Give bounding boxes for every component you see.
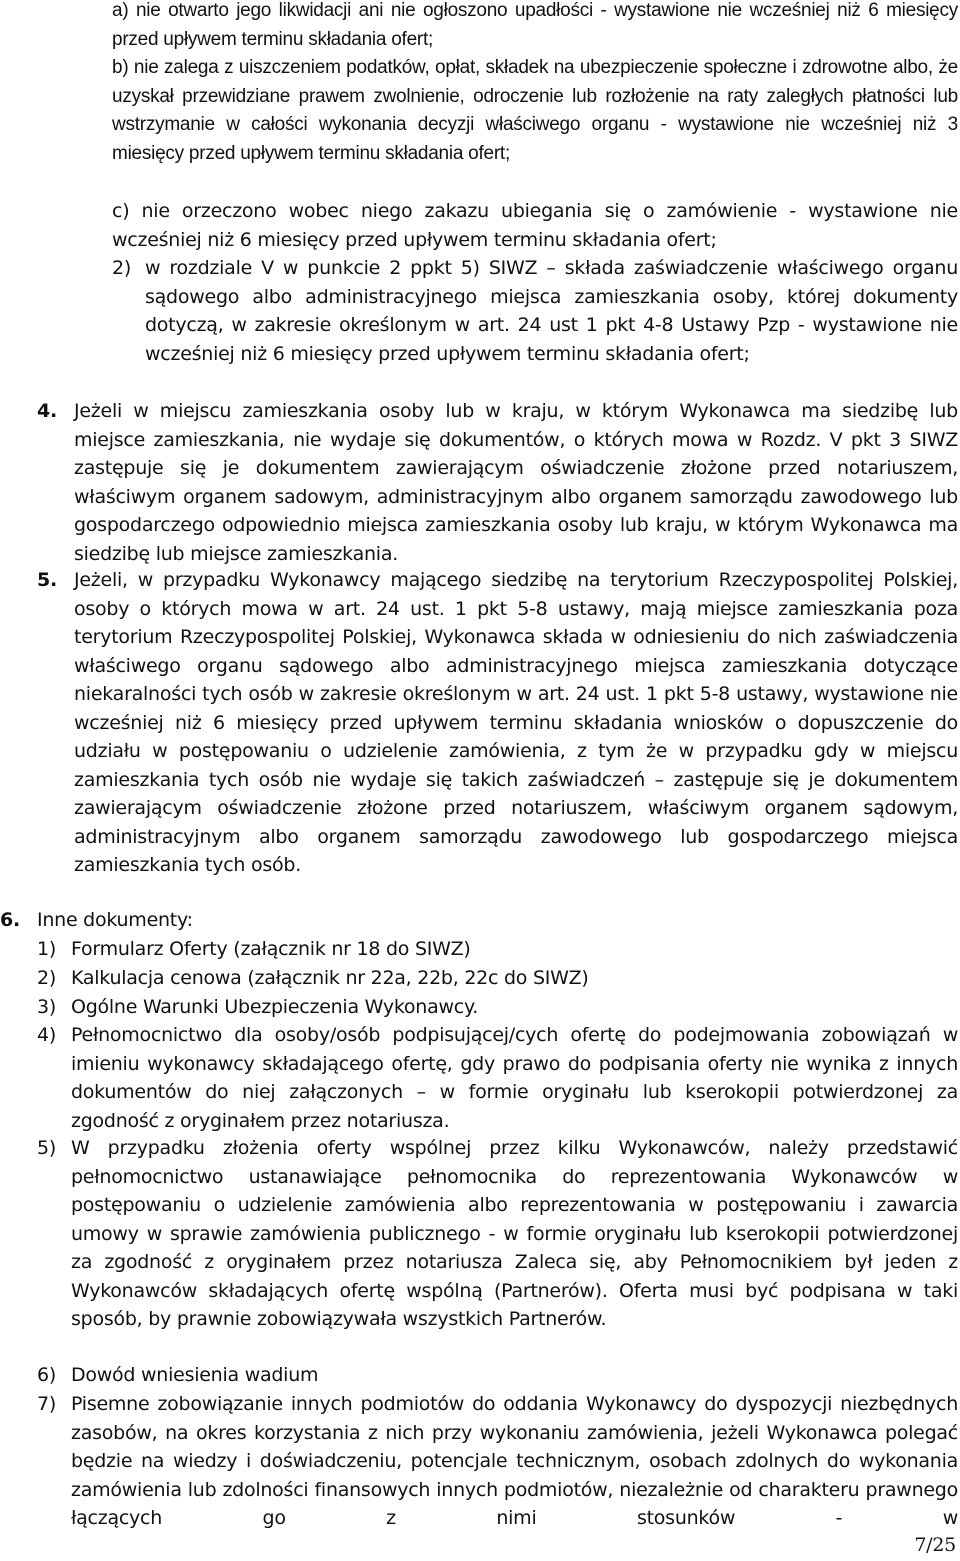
list-item-number: 7): [37, 1393, 57, 1415]
list6-item-6: [37, 1361, 958, 1390]
list-item-text: w rozdziale V w punkcie 2 ppkt 5) SIWZ – składa zaświadczenie właściwego organu sądowego albo administracyjnego miejsca zamieszkania osoby, której dokumenty dotyczą, w zakresie określonym w art. 24 ust 1 pkt 4-8 Ustawy Pzp - wystawione nie wcześniej niż 6 miesięcy przed upływem terminu składania ofert;: [145, 257, 958, 365]
list-item-number: 6): [37, 1364, 57, 1386]
list-item-number: 3): [37, 996, 57, 1018]
paragraph-text: Jeżeli, w przypadku Wykonawcy mającego siedzibę na terytorium Rzeczypospolitej Polskiej, osoby o których mowa w art. 24 ust. 1 pkt 5-8 ustawy, mają miejsce zamieszkania poza terytorium Rzeczypospolitej Polskiej, Wykonawca składa w odniesieniu do nich zaświadczenia właściwego organu sądowego albo administracyjnego miejsca zamieszkania dotyczące niekaralności tych osób w zakresie określonym w art. 24 ust. 1 pkt 5-8 ustawy, wystawione nie wcześniej niż 6 miesięcy przed upływem terminu składania wniosków o dopuszczenie do udziału w postępowaniu o udzielenie zamówienia, z tym że w przypadku gdy w miejscu zamieszkania tych osób nie wydaje się takich zaświadczeń – zastępuje się je dokumentem zawierającym oświadczenie złożone przed notariuszem, właściwym organem sądowym, administracyjnym albo organem samorządu zawodowego lub gospodarczego miejsca zamieszkania tych osób.: [74, 569, 958, 876]
paragraph-number: 6.: [0, 909, 20, 931]
list-item-number: 2): [37, 967, 57, 989]
paragraph-number: 5.: [37, 569, 57, 591]
list-item-text: W przypadku złożenia oferty wspólnej przez kilku Wykonawców, należy przedstawić pełnomocnictwo ustanawiające pełnomocnika do reprezentowania Wykonawców w postępowaniu o udzielenie zamówienia albo reprezentowania w postępowaniu i zawarcia umowy w sprawie zamówienia publicznego - w formie oryginału lub kserokopii potwierdzonej za zgodność z oryginałem przez notariusza Zaleca się, aby Pełnomocnikiem był jeden z Wykonawców składających ofertę wspólną (Partnerów). Oferta musi być podpisana w taki sposób, by prawnie zobowiązywała wszystkich Partnerów.: [71, 1137, 958, 1330]
list6-item-5: [37, 1134, 958, 1334]
sub-item-a: a) nie otwarto jego likwidacji ani nie ogłoszono upadłości - wystawione nie wcześniej niż 6 miesięcy przed upływem terminu składania ofert;: [112, 0, 958, 50]
list-item-text: Pełnomocnictwo dla osoby/osób podpisującej/cych ofertę do podejmowania zobowiązań w imieniu wykonawcy składającego ofertę, gdy prawo do podpisania oferty nie wynika z innych dokumentów do niej załączonych – w formie oryginału lub kserokopii potwierdzonej za zgodność z oryginałem przez notariusza.: [71, 1024, 958, 1132]
list6-item-3: [37, 993, 958, 1022]
paragraph-6: [0, 906, 958, 935]
list-item-number: 5): [37, 1137, 57, 1159]
paragraph-4: [37, 397, 958, 568]
list-item-number: 1): [37, 938, 57, 960]
list6-item-2: [37, 964, 958, 993]
sub-item-b: b) nie zalega z uiszczeniem podatków, opłat, składek na ubezpieczenie społeczne i zdrowotne albo, że uzyskał przewidziane prawem zwolnienie, odroczenie lub rozłożenie na raty zaległych płatności lub wstrzymanie w całości wykonania decyzji właściwego organu - wystawione nie wcześniej niż 3 miesięcy przed upływem terminu składania ofert;: [112, 57, 958, 164]
paragraph-text: Jeżeli w miejscu zamieszkania osoby lub w kraju, w którym Wykonawca ma siedzibę lub miejsce zamieszkania, nie wydaje się dokumentów, o których mowa w Rozdz. V pkt 3 SIWZ zastępuje się je dokumentem zawierającym oświadczenie złożone przed notariuszem, właściwym organem sadowym, administracyjnym albo organem samorządu zawodowego lub gospodarczego odpowiednio miejsca zamieszkania osoby lub kraju, w którym Wykonawca ma siedzibę lub miejsce zamieszkania.: [74, 400, 958, 565]
list-item-text: Dowód wniesienia wadium: [71, 1364, 319, 1386]
list-item-text: Formularz Oferty (załącznik nr 18 do SIWZ): [71, 938, 471, 960]
list-item-text: Pisemne zobowiązanie innych podmiotów do oddania Wykonawcy do dyspozycji niezbędnych zasobów, na okres korzystania z nich przy wykonaniu zamówienia, jeżeli Wykonawca polegać będzie na wiedzy i doświadczeniu, potencjale technicznym, osobach zdolnych do wykonania zamówienia lub zdolności finansowych innych podmiotów, niezależnie od charakteru prawnego łączących go z nimi stosunków - w: [71, 1393, 958, 1529]
sub-item-c: c) nie orzeczono wobec niego zakazu ubiegania się o zamówienie - wystawione nie wcześniej niż 6 miesięcy przed upływem terminu składania ofert;: [112, 200, 958, 251]
list-item-2: [112, 254, 958, 368]
list6-item-1: [37, 935, 958, 964]
list-item-number: 4): [37, 1024, 57, 1046]
list6-item-7: [37, 1390, 958, 1533]
page-number: 7/25: [914, 1534, 956, 1556]
paragraph-text: Inne dokumenty:: [37, 909, 193, 931]
list-item-text: Ogólne Warunki Ubezpieczenia Wykonawcy.: [71, 996, 479, 1018]
paragraph-number: 4.: [37, 400, 57, 422]
paragraph-5: [37, 566, 958, 880]
list-item-text: Kalkulacja cenowa (załącznik nr 22a, 22b, 22c do SIWZ): [71, 967, 589, 989]
list-item-number: 2): [112, 257, 132, 279]
list6-item-4: [37, 1021, 958, 1135]
